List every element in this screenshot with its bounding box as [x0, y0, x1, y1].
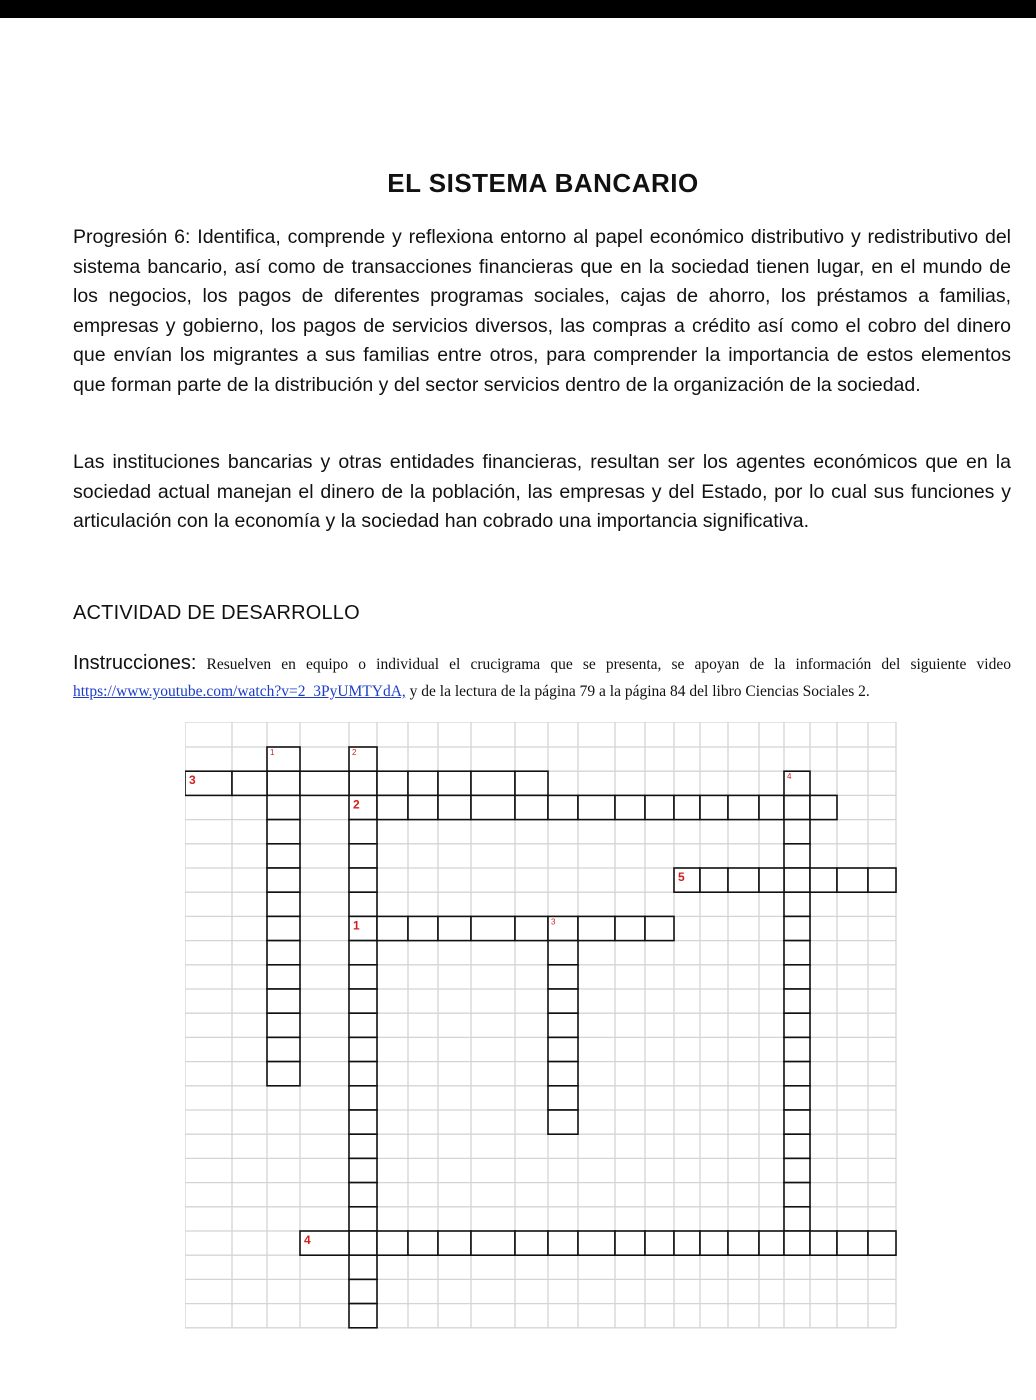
crossword-cell[interactable] [515, 1231, 548, 1255]
crossword-cell[interactable] [784, 868, 810, 892]
crossword-cell[interactable] [349, 1279, 377, 1303]
crossword-cell[interactable] [515, 795, 548, 819]
crossword-cell[interactable] [548, 941, 578, 965]
crossword-cell[interactable] [267, 916, 300, 940]
crossword-cell[interactable] [267, 965, 300, 989]
instructions-text: Resuelven en equipo o individual el crucigrama que se presenta, se apoyan de la información del siguiente video [206, 656, 1011, 673]
crossword-cell[interactable] [868, 868, 896, 892]
crossword-cell[interactable] [267, 1062, 300, 1086]
clue-number-horizontal: 2 [353, 797, 360, 812]
crossword-cell[interactable] [408, 916, 438, 940]
crossword-cell[interactable] [615, 1231, 645, 1255]
crossword-cell[interactable] [548, 965, 578, 989]
crossword-cell[interactable] [267, 1013, 300, 1037]
crossword-cell[interactable] [810, 868, 837, 892]
crossword-cell[interactable] [784, 989, 810, 1013]
crossword-cell[interactable] [349, 868, 377, 892]
clue-number-horizontal: 3 [189, 773, 196, 788]
crossword-cell[interactable] [784, 1062, 810, 1086]
crossword-cell[interactable] [408, 771, 438, 795]
crossword-cell[interactable] [784, 916, 810, 940]
crossword-cell[interactable] [759, 1231, 784, 1255]
crossword-cell[interactable] [267, 844, 300, 868]
crossword-cell[interactable] [515, 771, 548, 795]
crossword-cell[interactable] [471, 1231, 515, 1255]
crossword-cell[interactable] [438, 771, 471, 795]
crossword-cell[interactable] [438, 795, 471, 819]
crossword-cell[interactable] [548, 1231, 578, 1255]
crossword-cell[interactable] [548, 1037, 578, 1061]
crossword-cell[interactable] [349, 1231, 377, 1255]
crossword-cell[interactable] [349, 892, 377, 916]
crossword-cell[interactable] [784, 844, 810, 868]
crossword-cell[interactable] [810, 795, 837, 819]
crossword-cell[interactable] [267, 1037, 300, 1061]
crossword-cell[interactable] [700, 868, 728, 892]
crossword-cell[interactable] [471, 795, 515, 819]
crossword-cell[interactable] [728, 1231, 759, 1255]
crossword-cell[interactable] [615, 916, 645, 940]
crossword-cell[interactable] [784, 1183, 810, 1207]
crossword-cell[interactable] [349, 1037, 377, 1061]
clue-number-vertical: 3 [551, 917, 556, 927]
crossword-cell[interactable] [784, 1037, 810, 1061]
crossword-cell[interactable] [349, 1304, 377, 1328]
crossword-cell[interactable] [232, 771, 267, 795]
crossword-cell[interactable] [784, 1134, 810, 1158]
intro-paragraph: Las instituciones bancarias y otras entidades financieras, resultan ser los agentes económicos que en la sociedad actual manejan el dinero de la población, las empresas y del Estado, por lo cual sus funciones y articulación con la economía y la sociedad han cobrado una importancia significativa. [73, 451, 1011, 532]
crossword-cell[interactable] [349, 1255, 377, 1279]
crossword-cell[interactable] [349, 989, 377, 1013]
crossword-cell[interactable] [784, 795, 810, 819]
top-black-bar [0, 0, 1036, 18]
clue-number-vertical: 4 [787, 772, 792, 782]
crossword-cell[interactable] [548, 1013, 578, 1037]
instructions-label: Instrucciones: [73, 652, 197, 674]
crossword-cell[interactable] [349, 820, 377, 844]
crossword-cell[interactable] [728, 795, 759, 819]
crossword-cell[interactable] [515, 916, 548, 940]
crossword-cell[interactable] [349, 1013, 377, 1037]
crossword-cell[interactable] [645, 1231, 674, 1255]
crossword-cell[interactable] [300, 771, 349, 795]
crossword-cell[interactable] [349, 844, 377, 868]
crossword-cell[interactable] [759, 868, 784, 892]
crossword-grid [185, 722, 899, 1336]
crossword-cell[interactable] [349, 941, 377, 965]
crossword-cell[interactable] [578, 1231, 615, 1255]
crossword-cell[interactable] [645, 916, 674, 940]
page-title: EL SISTEMA BANCARIO [387, 168, 699, 198]
crossword-cell[interactable] [267, 868, 300, 892]
crossword-cell[interactable] [759, 795, 784, 819]
crossword-cell[interactable] [784, 1207, 810, 1231]
clue-number-horizontal: 5 [678, 870, 685, 884]
crossword-cell[interactable] [267, 820, 300, 844]
crossword-cell[interactable] [349, 1062, 377, 1086]
progression-paragraph: Progresión 6: Identifica, comprende y reflexiona entorno al papel económico distributivo y redistributivo del sistema bancario, así como de transacciones financieras que en la sociedad tienen lugar, en el mundo de los negocios, los pagos de diferentes programas sociales, cajas de ahorro, los préstamos a familias, empresas y gobierno, los pagos de servicios diversos, las compras a crédito así como el cobro del dinero que envían los migrantes a sus familias entre otros, para comprender la importancia de estos elementos que forman parte de la distribución y del sector servicios dentro de la organización de la sociedad. [73, 226, 1011, 396]
crossword-cell[interactable] [674, 795, 700, 819]
section-heading: ACTIVIDAD DE DESARROLLO [73, 602, 360, 624]
crossword-cell[interactable] [578, 916, 615, 940]
crossword-cell[interactable] [267, 941, 300, 965]
clue-number-horizontal: 4 [304, 1233, 311, 1247]
crossword-cell[interactable] [408, 1231, 438, 1255]
crossword-cell[interactable] [674, 1231, 700, 1255]
crossword-cell[interactable] [349, 1183, 377, 1207]
crossword-cell[interactable] [408, 795, 438, 819]
crossword-cell[interactable] [267, 989, 300, 1013]
crossword-cell[interactable] [471, 916, 515, 940]
crossword-cell[interactable] [784, 965, 810, 989]
crossword-cell[interactable] [438, 1231, 471, 1255]
crossword-cell[interactable] [349, 1134, 377, 1158]
crossword-cell[interactable] [700, 1231, 728, 1255]
clue-number-vertical: 1 [270, 748, 275, 757]
video-link[interactable]: https://www.youtube.com/watch?v=2_3PyUMTYdA, [73, 683, 406, 700]
crossword-cell[interactable] [784, 1013, 810, 1037]
crossword-cell[interactable] [267, 892, 300, 916]
crossword-cell[interactable] [784, 1231, 810, 1255]
crossword-cell[interactable] [868, 1231, 896, 1255]
crossword-cell[interactable] [700, 795, 728, 819]
crossword-cell[interactable] [645, 795, 674, 819]
crossword-cell[interactable] [267, 771, 300, 795]
crossword-cell[interactable] [784, 1158, 810, 1182]
crossword-cell[interactable] [784, 820, 810, 844]
instructions-paragraph [73, 650, 1011, 705]
instructions-text-end: y de la lectura de la página 79 a la página 84 del libro Ciencias Sociales 2. [409, 683, 870, 700]
crossword-cell[interactable] [548, 795, 578, 819]
crossword-cell[interactable] [784, 941, 810, 965]
crossword-cell[interactable] [349, 1086, 377, 1110]
crossword-cell[interactable] [377, 795, 408, 819]
crossword-cell[interactable] [349, 771, 377, 795]
crossword-cell[interactable] [349, 1207, 377, 1231]
crossword-cell[interactable] [349, 1158, 377, 1182]
crossword-cell[interactable] [377, 771, 408, 795]
crossword-cell[interactable] [784, 1086, 810, 1110]
crossword-cell[interactable] [810, 1231, 837, 1255]
crossword-cell[interactable] [784, 1110, 810, 1134]
crossword-cell[interactable] [349, 965, 377, 989]
clue-number-horizontal: 1 [353, 918, 360, 933]
crossword-cell[interactable] [548, 1062, 578, 1086]
clue-number-vertical: 2 [352, 748, 357, 757]
crossword-cell[interactable] [728, 868, 759, 892]
crossword-cell[interactable] [615, 795, 645, 819]
crossword-cell[interactable] [349, 1110, 377, 1134]
crossword-cell[interactable] [377, 1231, 408, 1255]
crossword-cell[interactable] [548, 989, 578, 1013]
crossword-cell[interactable] [578, 795, 615, 819]
crossword-cell[interactable] [438, 916, 471, 940]
crossword-cell[interactable] [548, 1086, 578, 1110]
crossword-cell[interactable] [471, 771, 515, 795]
crossword-cell[interactable] [784, 892, 810, 916]
crossword-cell[interactable] [377, 916, 408, 940]
crossword-cell[interactable] [837, 868, 868, 892]
crossword-cell[interactable] [837, 1231, 868, 1255]
crossword-cell[interactable] [267, 795, 300, 819]
crossword-cell[interactable] [548, 1110, 578, 1134]
